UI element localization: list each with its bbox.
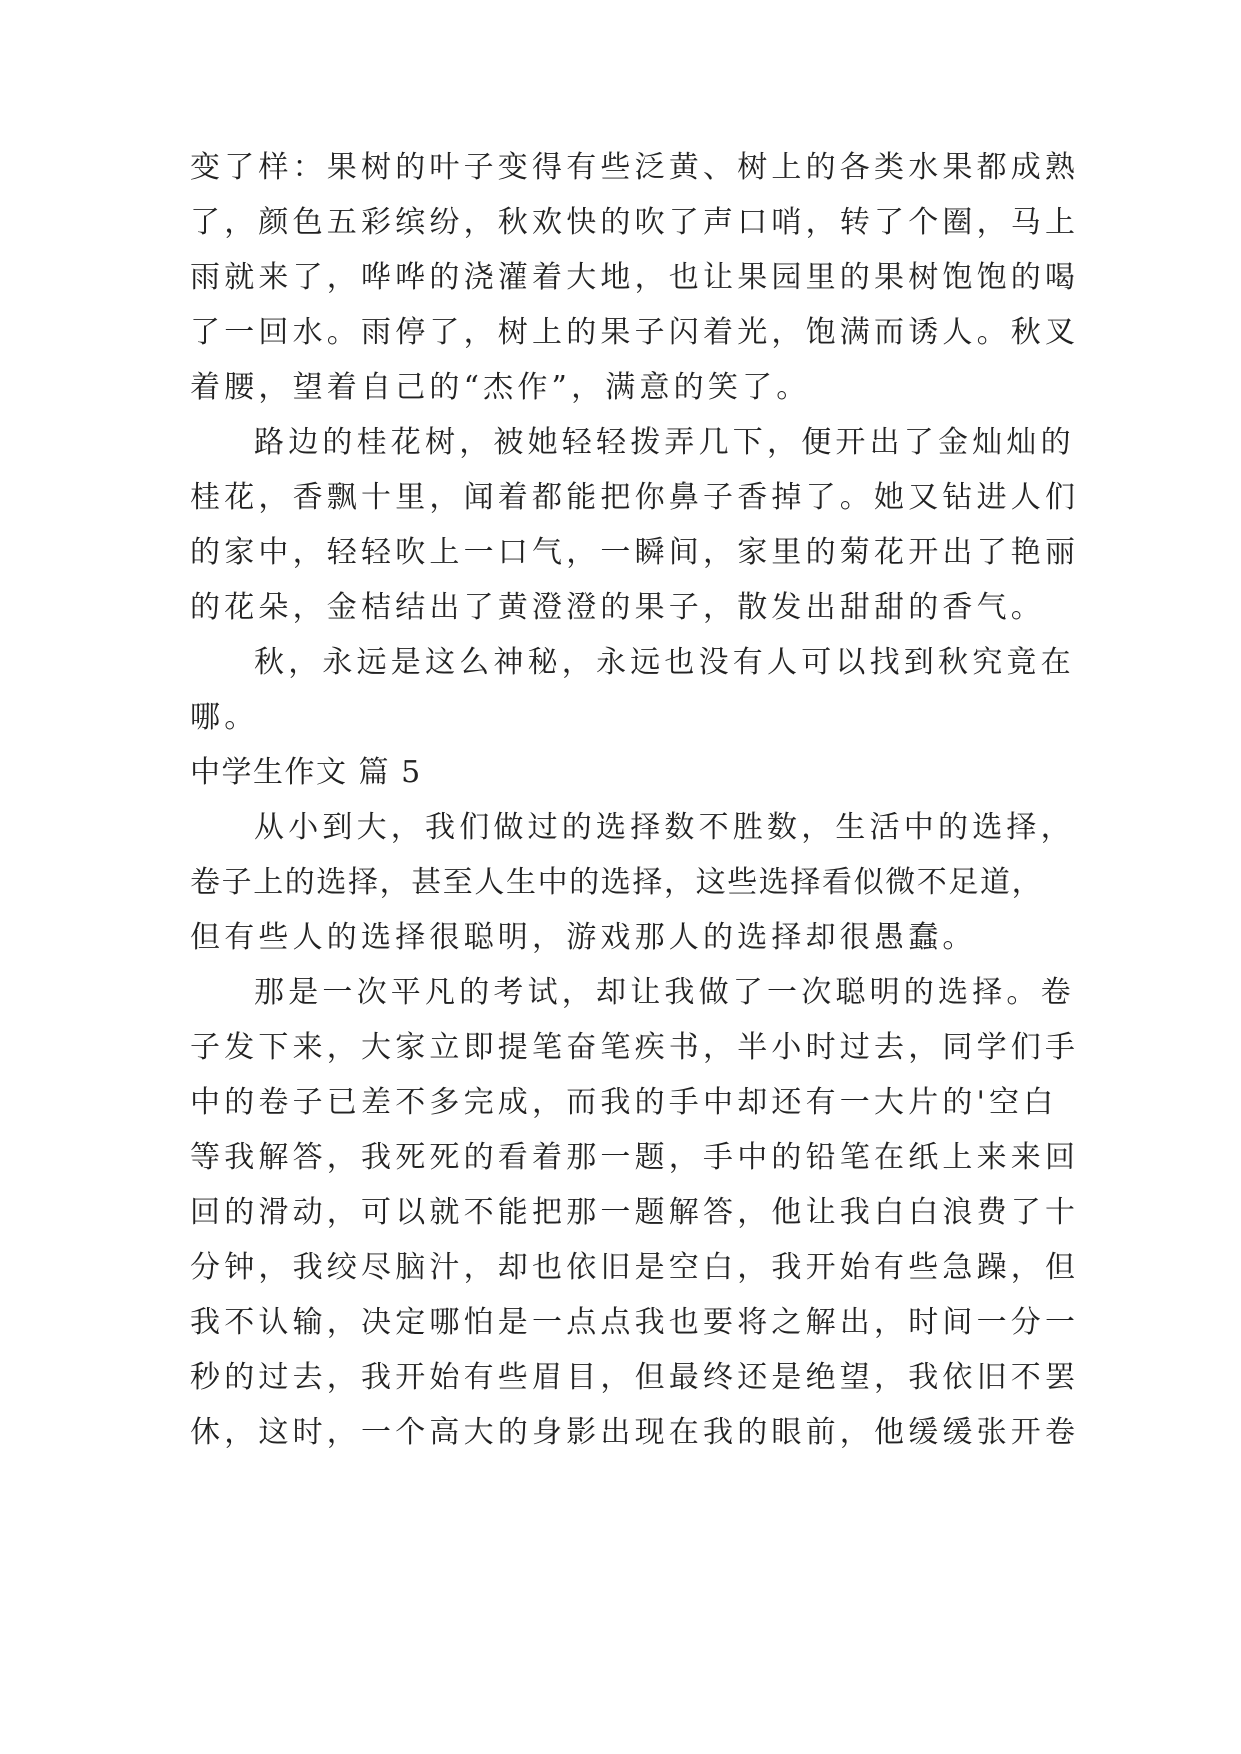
text-line: 休，这时，一个高大的身影出现在我的眼前，他缓缓张开卷 xyxy=(190,1415,1080,1450)
text-line: 那是一次平凡的考试，却让我做了一次聪明的选择。卷 xyxy=(254,975,1075,1010)
text-line: 桂花，香飘十里，闻着都能把你鼻子香掉了。她又钻进人们 xyxy=(190,480,1080,515)
paragraph-3 xyxy=(190,635,1075,745)
section-heading: 中学生作文 篇 5 xyxy=(190,755,422,790)
text-line: 着腰，望着自己的“杰作”，满意的笑了。 xyxy=(190,370,811,405)
text-line: 哪。 xyxy=(190,700,259,735)
text-line: 中的卷子已差不多完成，而我的手中却还有一大片的'空白 xyxy=(190,1085,1058,1120)
text-line: 等我解答，我死死的看着那一题，手中的铅笔在纸上来来回 xyxy=(190,1140,1080,1175)
paragraph-2 xyxy=(190,415,1080,635)
text-line: 秋，永远是这么神秘，永远也没有人可以找到秋究竟在 xyxy=(254,645,1075,680)
text-line: 了，颜色五彩缤纷，秋欢快的吹了声口哨，转了个圈，马上 xyxy=(190,205,1080,240)
essay-paragraph-2 xyxy=(190,965,1080,1460)
text-line: 雨就来了，哗哗的浇灌着大地，也让果园里的果树饱饱的喝 xyxy=(190,260,1080,295)
document-page xyxy=(190,140,1080,1460)
text-line: 子发下来，大家立即提笔奋笔疾书，半小时过去，同学们手 xyxy=(190,1030,1080,1065)
text-line: 从小到大，我们做过的选择数不胜数，生活中的选择， xyxy=(254,810,1075,845)
text-line: 了一回水。雨停了，树上的果子闪着光，饱满而诱人。秋叉 xyxy=(190,315,1080,350)
paragraph-1 xyxy=(190,140,1080,415)
text-line: 的家中，轻轻吹上一口气，一瞬间，家里的菊花开出了艳丽 xyxy=(190,535,1080,570)
text-line: 的花朵，金桔结出了黄澄澄的果子，散发出甜甜的香气。 xyxy=(190,590,1045,625)
text-line: 分钟，我绞尽脑汁，却也依旧是空白，我开始有些急躁，但 xyxy=(190,1250,1080,1285)
text-line: 回的滑动，可以就不能把那一题解答，他让我白白浪费了十 xyxy=(190,1195,1080,1230)
text-line: 路边的桂花树，被她轻轻拨弄几下，便开出了金灿灿的 xyxy=(254,425,1075,460)
text-line: 秒的过去，我开始有些眉目，但最终还是绝望，我依旧不罢 xyxy=(190,1360,1080,1395)
text-line: 卷子上的选择，甚至人生中的选择，这些选择看似微不足道， xyxy=(190,865,1044,900)
text-line: 变了样：果树的叶子变得有些泛黄、树上的各类水果都成熟 xyxy=(190,150,1080,185)
text-line: 但有些人的选择很聪明，游戏那人的选择却很愚蠢。 xyxy=(190,920,977,955)
essay-paragraph-1 xyxy=(190,800,1075,965)
text-line: 我不认输，决定哪怕是一点点我也要将之解出，时间一分一 xyxy=(190,1305,1080,1340)
